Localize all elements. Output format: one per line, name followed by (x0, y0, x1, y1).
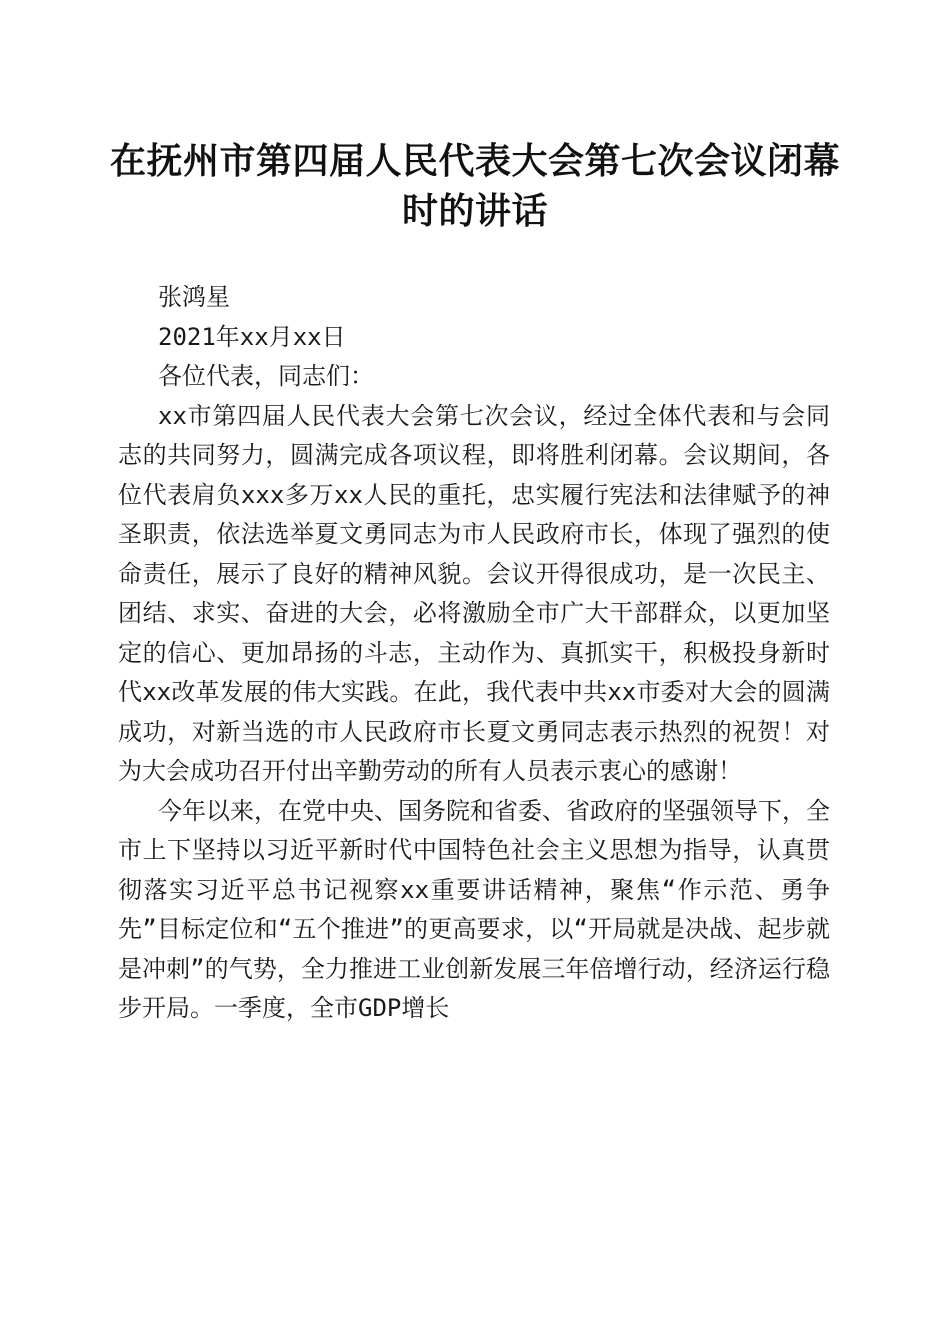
author-line: 张鸿星 (158, 283, 230, 311)
salutation-line: 各位代表，同志们： (158, 362, 374, 390)
body-paragraph: xx市第四届人民代表大会第七次会议，经过全体代表和与会同志的共同努力，圆满完成各项议程，即将胜利闭幕。会议期间，各位代表肩负xxx多万xx人民的重托，忠实履行宪法和法律赋予的神圣职责，依法选举夏文勇同志为市人民政府市长，体现了强烈的使命责任，展示了良好的精神风貌。会议开得很成功，是一次民主、团结、求实、奋进的大会，必将激励全市广大干部群众，以更加坚定的信心、更加昂扬的斗志，主动作为、真抓实干，积极投身新时代xx改革发展的伟大实践。在此，我代表中共xx市委对大会的圆满成功，对新当选的市人民政府市长夏文勇同志表示热烈的祝贺！对为大会成功召开付出辛勤劳动的所有人员表示衷心的感谢！ (118, 401, 830, 785)
date-line: 2021年xx月xx日 (158, 322, 346, 351)
document-title: 在抚州市第四届人民代表大会第七次会议闭幕时的讲话 (110, 140, 841, 232)
document-body (118, 278, 830, 1029)
body-paragraph: 今年以来，在党中央、国务院和省委、省政府的坚强领导下，全市上下坚持以习近平新时代中国特色社会主义思想为指导，认真贯彻落实习近平总书记视察xx重要讲话精神，聚焦“作示范、勇争先”目标定位和“五个推进”的更高要求，以“开局就是决战、起步就是冲刺”的气势，全力推进工业创新发展三年倍增行动，经济运行稳步开局。一季度，全市GDP增长 (118, 796, 830, 1022)
